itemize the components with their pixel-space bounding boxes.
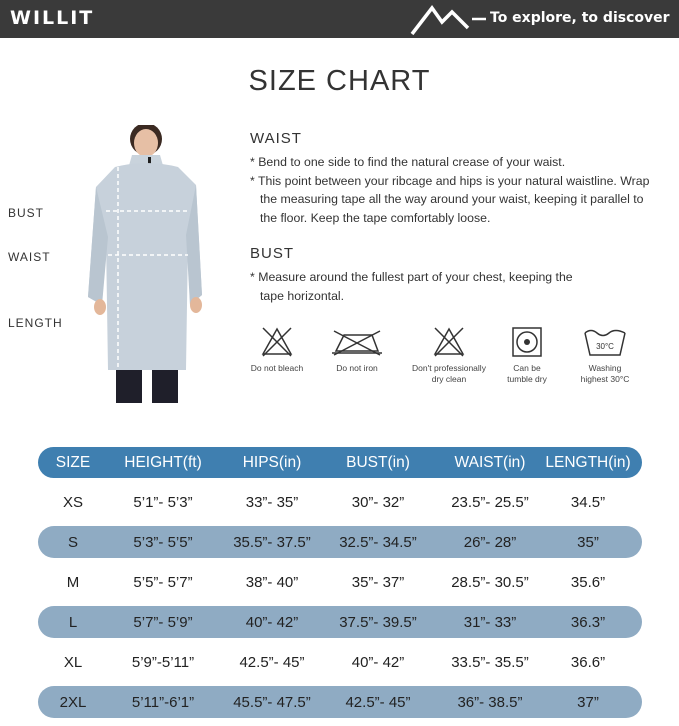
table-header: [38, 447, 642, 478]
cell-height: 5’11”-6’1”: [131, 693, 195, 711]
cell-hips: 42.5”- 45”: [239, 653, 305, 671]
care-label: Washing highest 30°C: [580, 363, 630, 384]
cell-length: 34.5”: [570, 493, 606, 511]
care-label: Don't professionally dry clean: [412, 363, 486, 384]
table-row: [38, 646, 642, 678]
cell-waist: 36”- 38.5”: [457, 693, 523, 711]
tagline: To explore, to discover: [490, 10, 670, 26]
care-item-no-bleach: [232, 325, 322, 374]
care-label: Can be tumble dry: [507, 363, 547, 384]
cell-size: XS: [62, 493, 83, 511]
cell-height: 5’3”- 5’5”: [133, 533, 193, 551]
waist-heading: WAIST: [250, 130, 302, 147]
no-bleach-icon: [260, 325, 294, 359]
bust-heading: BUST: [250, 245, 295, 262]
page-title: SIZE CHART: [248, 65, 431, 97]
cell-hips: 40”- 42”: [245, 613, 299, 631]
cell-hips: 35.5”- 37.5”: [233, 533, 311, 551]
care-item-no-dry-clean: [404, 325, 494, 385]
cell-height: 5’9”-5’11”: [131, 653, 195, 671]
cell-bust: 30”- 32”: [351, 493, 405, 511]
cell-height: 5’7”- 5’9”: [133, 613, 193, 631]
waist-bullet-2: * This point between your ribcage and hips is your natural waistline. Wrap the measuring tape all the way around your waist, keeping it parallel to the floor. Keep the tape comfortably loose.: [250, 173, 650, 225]
table-row: [38, 526, 642, 558]
no-iron-icon: [330, 325, 384, 359]
table-row: [38, 606, 642, 638]
cell-hips: 33”- 35”: [245, 493, 299, 511]
cell-length: 36.6”: [570, 653, 606, 671]
cell-bust: 32.5”- 34.5”: [339, 533, 417, 551]
tumble-dry-icon: [510, 325, 544, 359]
cell-bust: 42.5”- 45”: [345, 693, 411, 711]
care-item-tumble-dry: [482, 325, 572, 385]
mountain-logo-icon: [410, 2, 488, 36]
cell-waist: 23.5”- 25.5”: [451, 493, 529, 511]
top-bar: [0, 0, 679, 38]
care-label: Do not iron: [336, 363, 378, 373]
length-label: LENGTH: [8, 316, 63, 330]
cell-length: 36.3”: [570, 613, 606, 631]
cell-length: 35.6”: [570, 573, 606, 591]
cell-bust: 35”- 37”: [351, 573, 405, 591]
table-row: [38, 486, 642, 518]
cell-waist: 33.5”- 35.5”: [451, 653, 529, 671]
cell-waist: 26”- 28”: [463, 533, 517, 551]
col-bust: BUST(in): [346, 453, 410, 471]
cell-height: 5’5”- 5’7”: [133, 573, 193, 591]
wash-temp: 30°C: [596, 342, 614, 351]
bust-bullet-1: * Measure around the fullest part of your chest, keeping the tape horizontal.: [250, 270, 573, 303]
col-hips: HIPS(in): [242, 453, 302, 471]
waist-bullet-1: * Bend to one side to find the natural crease of your waist.: [250, 155, 566, 169]
col-size: SIZE: [55, 453, 91, 471]
waist-instructions: [250, 153, 650, 227]
bust-instructions: [250, 268, 590, 305]
cell-height: 5’1”- 5’3”: [133, 493, 193, 511]
care-label: Do not bleach: [250, 363, 304, 373]
bust-label: BUST: [8, 206, 45, 220]
brand-name: WILLIT: [10, 7, 95, 29]
cell-bust: 40”- 42”: [351, 653, 405, 671]
cell-waist: 31”- 33”: [463, 613, 517, 631]
no-dry-clean-icon: [432, 325, 466, 359]
cell-size: M: [66, 573, 80, 591]
cell-hips: 38”- 40”: [245, 573, 299, 591]
cell-length: 37”: [577, 693, 599, 711]
wash-30-icon: [582, 325, 628, 359]
col-length: LENGTH(in): [545, 453, 631, 471]
cell-size: 2XL: [59, 693, 87, 711]
cell-hips: 45.5”- 47.5”: [233, 693, 311, 711]
table-row: [38, 686, 642, 718]
size-table: [38, 447, 642, 726]
care-item-no-iron: [312, 325, 402, 374]
col-waist: WAIST(in): [454, 453, 526, 471]
cell-length: 35”: [577, 533, 599, 551]
table-row: [38, 566, 642, 598]
cell-bust: 37.5”- 39.5”: [339, 613, 417, 631]
waist-label: WAIST: [8, 250, 51, 264]
cell-size: XL: [63, 653, 83, 671]
cell-size: S: [67, 533, 78, 551]
care-item-wash-30: [560, 325, 650, 385]
cell-waist: 28.5”- 30.5”: [451, 573, 529, 591]
col-height: HEIGHT(ft): [124, 453, 202, 471]
model-figure: [60, 125, 220, 403]
cell-size: L: [68, 613, 78, 631]
